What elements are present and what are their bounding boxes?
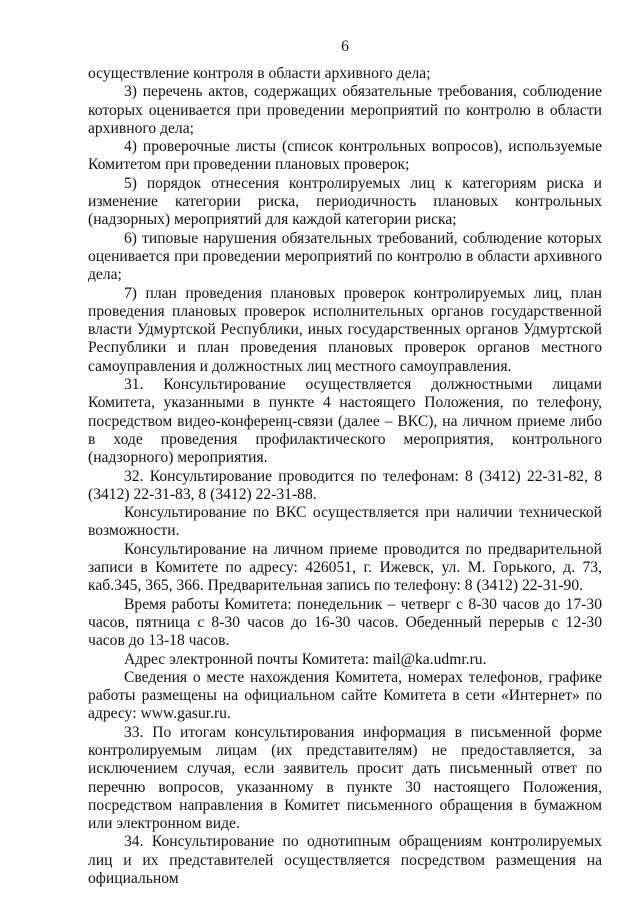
paragraph-continuation: осуществление контроля в области архивного дела;: [88, 65, 431, 82]
paragraph-vks: Консультирование по ВКС осуществляется при наличии технической возможности.: [88, 504, 602, 540]
paragraph-clause-34: 34. Консультирование по однотипным обращениям контролируемых лиц и их представителей осуществляется посредством размещения на официальном: [88, 833, 602, 888]
page-number: 6: [341, 38, 349, 55]
paragraph-item-6: 6) типовые нарушения обязательных требований, соблюдение которых оценивается при проведении мероприятий по контролю в области архивного дела;: [88, 229, 602, 284]
paragraph-clause-31: 31. Консультирование осуществляется должностными лицами Комитета, указанными в пункте 4 настоящего Положения, по телефону, посредством видео-конференц-связи (далее – ВКС), на личном приеме либо в ходе проведения профилактического мероприятия, контрольного (надзорного) мероприятия.: [88, 376, 602, 467]
paragraph-working-hours: Время работы Комитета: понедельник – четверг с 8-30 часов до 17-30 часов, пятница с 8-30 часов до 16-30 часов. Обеденный перерыв с 12-30 часов до 13-18 часов.: [88, 595, 602, 650]
paragraph-item-3: 3) перечень актов, содержащих обязательные требования, соблюдение которых оценивается при проведении мероприятий по контролю в области архивного дела;: [88, 83, 602, 137]
document-body: [88, 65, 602, 888]
paragraph-clause-33: 33. По итогам консультирования информация в письменной форме контролируемым лицам (их представителям) не предоставляется, за исключением случая, если заявитель просит дать письменный ответ по перечню вопросов, указанному в пункте 30 настоящего Положения, посредством направления в Комитет письменного обращения в бумажном или электронном виде.: [88, 723, 602, 833]
paragraph-item-5: 5) порядок отнесения контролируемых лиц к категориям риска и изменение категории риска, периодичность плановых контрольных (надзорных) мероприятий для каждой категории риска;: [88, 174, 602, 229]
paragraph-personal-reception: Консультирование на личном приеме проводится по предварительной записи в Комитете по адресу: 426051, г. Ижевск, ул. М. Горького, д. 73, каб.345, 365, 366. Предварительная запись по телефону: 8 (3412) 22-31-90.: [88, 540, 602, 595]
paragraph-item-4: 4) проверочные листы (список контрольных вопросов), используемые Комитетом при проведении плановых проверок;: [88, 138, 602, 174]
paragraph-clause-32: 32. Консультирование проводится по телефонам: 8 (3412) 22-31-82, 8 (3412) 22-31-83, 8 (3412) 22-31-88.: [88, 467, 602, 503]
paragraph-email: Адрес электронной почты Комитета: mail@ka.udmr.ru.: [124, 650, 487, 668]
paragraph-item-7: 7) план проведения плановых проверок контролируемых лиц, план проведения плановых проверок исполнительных органов государственной власти Удмуртской Республики, иных государственных органов Удмуртской Республики и план проведения плановых проверок органов местного самоуправления и должностных лиц местного самоуправления.: [88, 284, 602, 375]
paragraph-website: Сведения о месте нахождения Комитета, номерах телефонов, графике работы размещены на официальном сайте Комитета в сети «Интернет» по адресу: www.gasur.ru.: [88, 668, 602, 723]
